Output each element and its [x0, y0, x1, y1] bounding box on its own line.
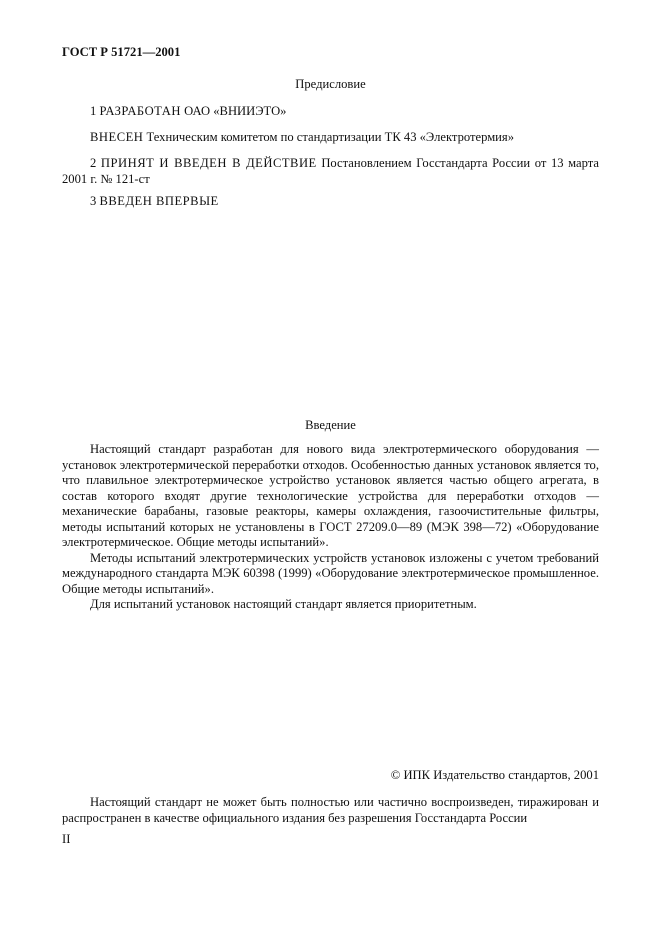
document-header: ГОСТ Р 51721—2001 [62, 45, 181, 59]
item-number: 2 [90, 156, 97, 170]
foreword-item-submitted [62, 130, 599, 146]
item-text: Техническим комитетом по стандартизации ТК 43 «Электротермия» [143, 130, 514, 144]
reproduction-notice: Настоящий стандарт не может быть полностью или частично воспроизведен, тиражирован и распространен в качестве официального издания без разрешения Госстандарта России [62, 795, 599, 825]
item-text: ОАО «ВНИИЭТО» [180, 104, 287, 118]
item-number: 3 [90, 194, 97, 208]
item-lead: ВВЕДЕН ВПЕРВЫЕ [99, 194, 219, 208]
introduction-paragraph-2: Методы испытаний электротермических устройств установок изложены с учетом требований международного стандарта МЭК 60398 (1999) «Оборудование электротермическое промышленное. Общие методы испытаний». [62, 550, 599, 596]
introduction-paragraph-3: Для испытаний установок настоящий стандарт является приоритетным. [90, 597, 477, 611]
item-text: Постановлением Госстандарта России от 13 марта 2001 г. № 121-ст [62, 156, 599, 186]
item-lead: РАЗРАБОТАН [99, 104, 181, 118]
introduction-paragraph-1: Настоящий стандарт разработан для нового вида электротермического оборудования — установок электротермической переработки отходов. Особенностью данных установок является то, что плавильное электротермическое устройство установок является частью общего агрегата, в состав которого входят другие технологические устройства для переработки отходов — механические барабаны, газовые реакторы, камеры охлаждения, газоочистительные фильтры, методы испытаний которых не установлены в ГОСТ 27209.0—89 (МЭК 398—72) «Оборудование электротермическое. Общие методы испытаний». [62, 442, 599, 549]
foreword-item-1 [62, 104, 599, 120]
foreword-item-2 [62, 156, 599, 187]
foreword-item-3 [62, 194, 599, 210]
item-lead: ПРИНЯТ И ВВЕДЕН В ДЕЙСТВИЕ [100, 156, 317, 170]
introduction-title: Введение [305, 418, 356, 432]
introduction-body [62, 442, 599, 613]
item-number: 1 [90, 104, 97, 118]
item-lead: ВНЕСЕН [90, 130, 144, 144]
foreword-title: Предисловие [295, 77, 366, 91]
page-number: II [62, 832, 71, 846]
copyright-line: © ИПК Издательство стандартов, 2001 [390, 768, 599, 782]
